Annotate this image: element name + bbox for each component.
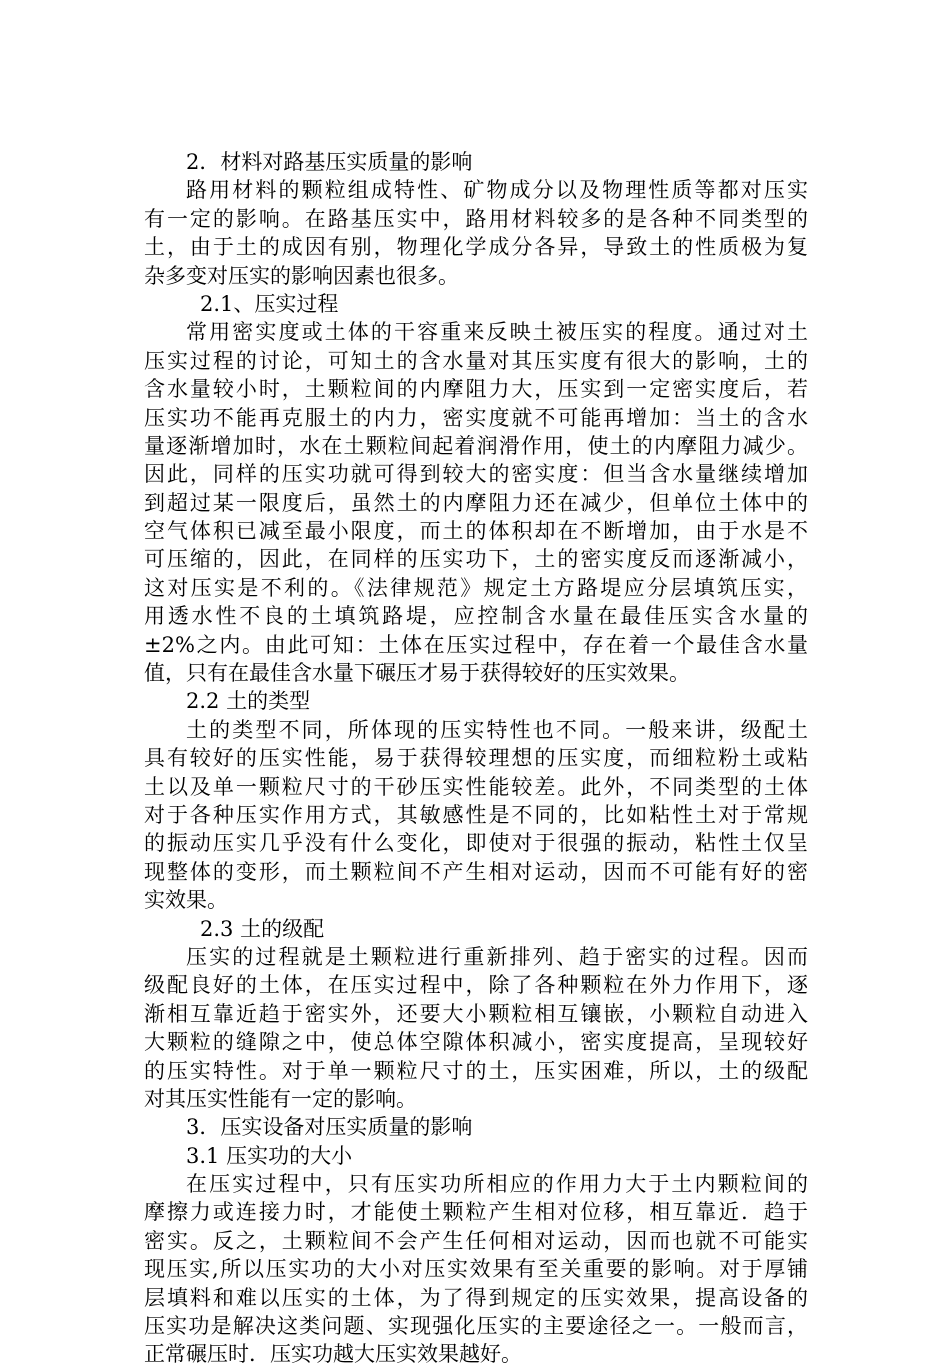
text-line: 的压实特性。对于单一颗粒尺寸的土，压实困难，所以，土的级配 <box>144 1058 808 1083</box>
text-line: 3．压实设备对压实质量的影响 <box>186 1115 473 1140</box>
text-line: 压实功不能再克服土的内力，密实度就不可能再增加：当土的含水 <box>144 405 808 430</box>
text-line: 现压实,所以压实功的大小对压实效果有至关重要的影响。对于厚铺 <box>144 1257 808 1282</box>
text-line: 对于各种压实作用方式，其敏感性是不同的，比如粘性土对于常规 <box>144 802 808 827</box>
text-line: 用透水性不良的土填筑路堤，应控制含水量在最佳压实含水量的 <box>144 604 808 629</box>
text-line: 这对压实是不利的。《法律规范》规定土方路堤应分层填筑压实， <box>144 575 808 600</box>
text-line: 摩擦力或连接力时，才能使土颗粒产生相对位移，相互靠近．趋于 <box>144 1200 808 1225</box>
text-line: 级配良好的土体，在压实过程中，除了各种颗粒在外力作用下，逐 <box>144 973 808 998</box>
text-line: 对其压实性能有一定的影响。 <box>144 1086 417 1111</box>
text-line: 压实的过程就是土颗粒进行重新排列、趋于密实的过程。因而 <box>186 944 808 969</box>
text-line: 到超过某一限度后，虽然土的内摩阻力还在减少，但单位土体中的 <box>144 490 808 515</box>
text-line: 压实功是解决这类问题、实现强化压实的主要途径之一。一般而言， <box>144 1314 808 1339</box>
text-line: 密实。反之，土颗粒间不会产生任何相对运动，因而也就不可能实 <box>144 1228 808 1253</box>
text-line: 正常碾压时．压实功越大压实效果越好。 <box>144 1342 522 1367</box>
text-line: 实效果。 <box>144 888 228 913</box>
text-line: 2.2 土的类型 <box>186 689 311 714</box>
text-line: 空气体积已减至最小限度，而土的体积却在不断增加，由于水是不 <box>144 519 808 544</box>
text-line: 层填料和难以压实的土体，为了得到规定的压实效果，提高设备的 <box>144 1285 808 1310</box>
text-line: 量逐渐增加时，水在土颗粒间起着润滑作用，使土的内摩阻力减少。 <box>144 433 808 458</box>
text-line: 土的类型不同，所体现的压实特性也不同。一般来讲，级配土 <box>186 717 808 742</box>
text-line: 现整体的变形，而土颗粒间不产生相对运动，因而不可能有好的密 <box>144 859 808 884</box>
text-line: 土，由于土的成因有别，物理化学成分各异，导致土的性质极为复 <box>144 235 808 260</box>
text-line: 杂多变对压实的影响因素也很多。 <box>144 263 459 288</box>
text-line: ±2%之内。由此可知：土体在压实过程中，存在着一个最佳含水量 <box>144 632 808 657</box>
text-line: 的振动压实几乎没有什么变化，即使对于很强的振动，粘性土仅呈 <box>144 831 808 856</box>
text-line: 可压缩的，因此，在同样的压实功下，土的密实度反而逐渐减小， <box>144 547 808 572</box>
text-line: 压实过程的讨论，可知土的含水量对其压实度有很大的影响，土的 <box>144 348 808 373</box>
text-line: 因此，同样的压实功就可得到较大的密实度：但当含水量继续增加 <box>144 462 808 487</box>
text-line: 有一定的影响。在路基压实中，路用材料较多的是各种不同类型的 <box>144 206 808 231</box>
text-line: 常用密实度或土体的干容重来反映土被压实的程度。通过对土 <box>186 320 808 345</box>
text-line: 路用材料的颗粒组成特性、矿物成分以及物理性质等都对压实 <box>186 178 808 203</box>
text-line: 具有较好的压实性能，易于获得较理想的压实度，而细粒粉土或粘 <box>144 746 808 771</box>
text-line: 3.1 压实功的大小 <box>186 1143 353 1168</box>
text-line: 土以及单一颗粒尺寸的干砂压实性能较差。此外，不同类型的土体 <box>144 774 808 799</box>
text-line: 渐相互靠近趋于密实外，还要大小颗粒相互镶嵌，小颗粒自动进入 <box>144 1001 808 1026</box>
text-line: 值，只有在最佳含水量下碾压才易于获得较好的压实效果。 <box>144 661 690 686</box>
document-body <box>144 148 808 1369</box>
text-line: 在压实过程中，只有压实功所相应的作用力大于土内颗粒间的 <box>186 1172 808 1197</box>
text-line: 2．材料对路基压实质量的影响 <box>186 150 473 174</box>
text-line: 2.1、压实过程 <box>200 291 339 316</box>
text-line: 含水量较小时，土颗粒间的内摩阻力大，压实到一定密实度后，若 <box>144 377 808 402</box>
text-line: 大颗粒的缝隙之中，使总体空隙体积减小，密实度提高，呈现较好 <box>144 1030 808 1055</box>
text-line: 2.3 土的级配 <box>200 916 325 941</box>
